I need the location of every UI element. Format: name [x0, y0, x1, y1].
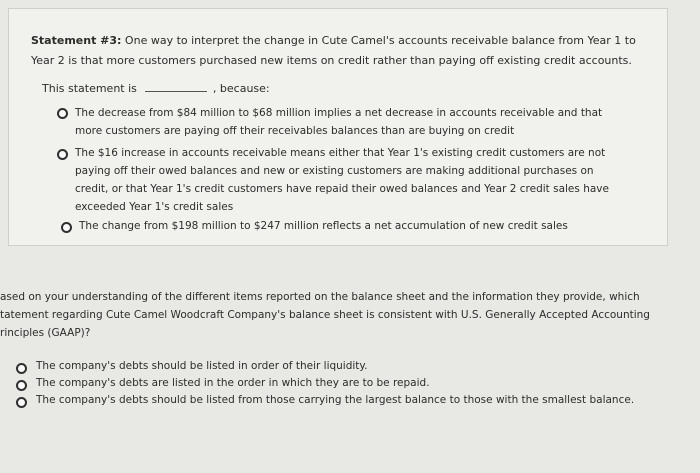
option1-line2: more customers are paying off their receivables balances than are buying on credit: [75, 125, 515, 137]
option2-radio[interactable]: [57, 149, 68, 160]
option2-line4: exceeded Year 1's credit sales: [75, 201, 234, 213]
gaap-option2-radio[interactable]: [16, 380, 27, 391]
gaap-option3-radio[interactable]: [16, 397, 27, 408]
gaap-option1-text: The company's debts should be listed in order of their liquidity.: [36, 360, 368, 372]
option2-line2: paying off their owed balances and new or existing customers are making additional purchases on: [75, 165, 594, 177]
gaap-option1[interactable]: [36, 357, 367, 375]
statement-suffix: , because:: [212, 82, 270, 95]
gaap-question: [0, 288, 660, 342]
statement-text-line1: One way to interpret the change in Cute Camel's accounts receivable balance from Year 1 to: [121, 34, 636, 47]
option3[interactable]: [79, 217, 568, 235]
statement-text: [31, 31, 651, 71]
option2[interactable]: [75, 144, 609, 216]
statement-prefix: This statement is: [42, 82, 137, 95]
statement-label: Statement #3:: [31, 34, 122, 47]
option2-line3: credit, or that Year 1's credit customers have repaid their owed balances and Year 2 credit sales have: [75, 183, 609, 195]
option3-line1: The change from $198 million to $247 million reflects a net accumulation of new credit sales: [79, 220, 568, 232]
option1-line1: The decrease from $84 million to $68 million implies a net decrease in accounts receivable and that: [75, 107, 603, 119]
gaap-option3[interactable]: [36, 391, 634, 409]
gaap-question-line2: tatement regarding Cute Camel Woodcraft Company's balance sheet is consistent with U.S. Generally Accepted Accounting: [0, 309, 650, 321]
gaap-option2[interactable]: [36, 374, 430, 392]
option1-radio[interactable]: [57, 108, 68, 119]
option3-radio[interactable]: [61, 222, 72, 233]
statement-blank-row: [42, 79, 270, 98]
statement-card: [8, 8, 668, 246]
gaap-option1-radio[interactable]: [16, 363, 27, 374]
gaap-option3-text: The company's debts should be listed from those carrying the largest balance to those with the smallest balance.: [36, 394, 635, 406]
statement-text-line2: Year 2 is that more customers purchased new items on credit rather than paying off existing credit accounts.: [31, 54, 632, 67]
gaap-option2-text: The company's debts are listed in the order in which they are to be repaid.: [36, 377, 430, 389]
option2-line1: The $16 increase in accounts receivable means either that Year 1's existing credit customers are not: [75, 147, 606, 159]
option1[interactable]: [75, 104, 602, 140]
gaap-question-line1: ased on your understanding of the different items reported on the balance sheet and the information they provide, which: [0, 291, 640, 303]
statement-blank-dropdown[interactable]: [145, 79, 207, 92]
gaap-question-line3: rinciples (GAAP)?: [0, 327, 91, 339]
